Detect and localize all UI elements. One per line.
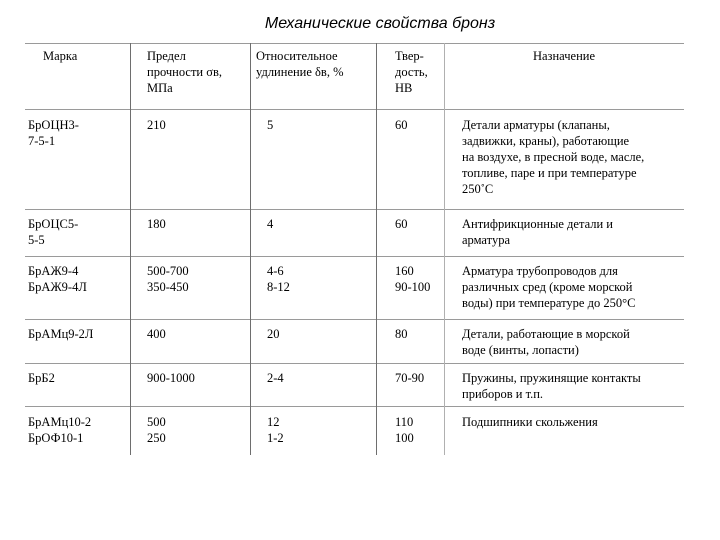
row-5-hardness: 70-90 [395,371,425,385]
row-divider [25,319,684,320]
row-6-hardness: 110 100 [395,415,414,445]
header-strength: Предел прочности σв, МПа [147,49,222,95]
row-1-purpose: Детали арматуры (клапаны, задвижки, краны), работающие на воздухе, в пресной воде, масле, топливе, паре и при температуре 250˚С [462,118,645,196]
row-1-strength: 210 [147,118,166,132]
row-3-purpose: Арматура трубопроводов для различных сред (кроме морской воды) при температуре до 250°С [462,264,636,310]
table-top-border [25,43,684,44]
header-hardness: Твер- дость, НВ [395,49,428,95]
row-5-purpose: Пружины, пружинящие контакты приборов и т.п. [462,371,641,401]
page-title: Механические свойства бронз [264,15,496,32]
row-divider [25,406,684,407]
row-2-purpose: Антифрикционные детали и арматура [462,217,613,247]
row-2-strength: 180 [147,217,166,231]
header-elongation: Относительное удлинение δв, % [256,49,344,79]
row-divider [25,109,684,110]
row-3-hardness: 160 90-100 [395,264,431,294]
row-5-grade: БрБ2 [28,371,55,385]
row-6-grade: БрАМц10-2 БрОФ10-1 [28,415,92,445]
row-6-purpose: Подшипники скольжения [462,415,598,429]
column-divider [130,43,131,455]
row-2-grade: БрОЦС5- 5-5 [28,217,79,247]
row-1-hardness: 60 [395,118,408,132]
row-1-elongation: 5 [267,118,274,132]
row-4-grade: БрАМц9-2Л [28,327,94,341]
header-grade: Марка [43,49,78,63]
row-4-purpose: Детали, работающие в морской воде (винты, лопасти) [462,327,630,357]
column-divider [250,43,251,455]
row-divider [25,363,684,364]
row-3-elongation: 4-6 8-12 [267,264,290,294]
row-2-elongation: 4 [267,217,274,231]
row-6-strength: 500 250 [147,415,166,445]
column-divider [444,43,445,455]
row-6-elongation: 12 1-2 [267,415,284,445]
row-4-elongation: 20 [267,327,280,341]
row-4-strength: 400 [147,327,166,341]
row-1-grade: БрОЦН3- 7-5-1 [28,118,79,148]
row-3-grade: БрАЖ9-4 БрАЖ9-4Л [28,264,87,294]
row-2-hardness: 60 [395,217,408,231]
header-purpose: Назначение [532,49,595,63]
row-3-strength: 500-700 350-450 [147,264,189,294]
row-4-hardness: 80 [395,327,408,341]
row-divider [25,209,684,210]
row-5-strength: 900-1000 [147,371,195,385]
row-divider [25,256,684,257]
row-5-elongation: 2-4 [267,371,284,385]
column-divider [376,43,377,455]
